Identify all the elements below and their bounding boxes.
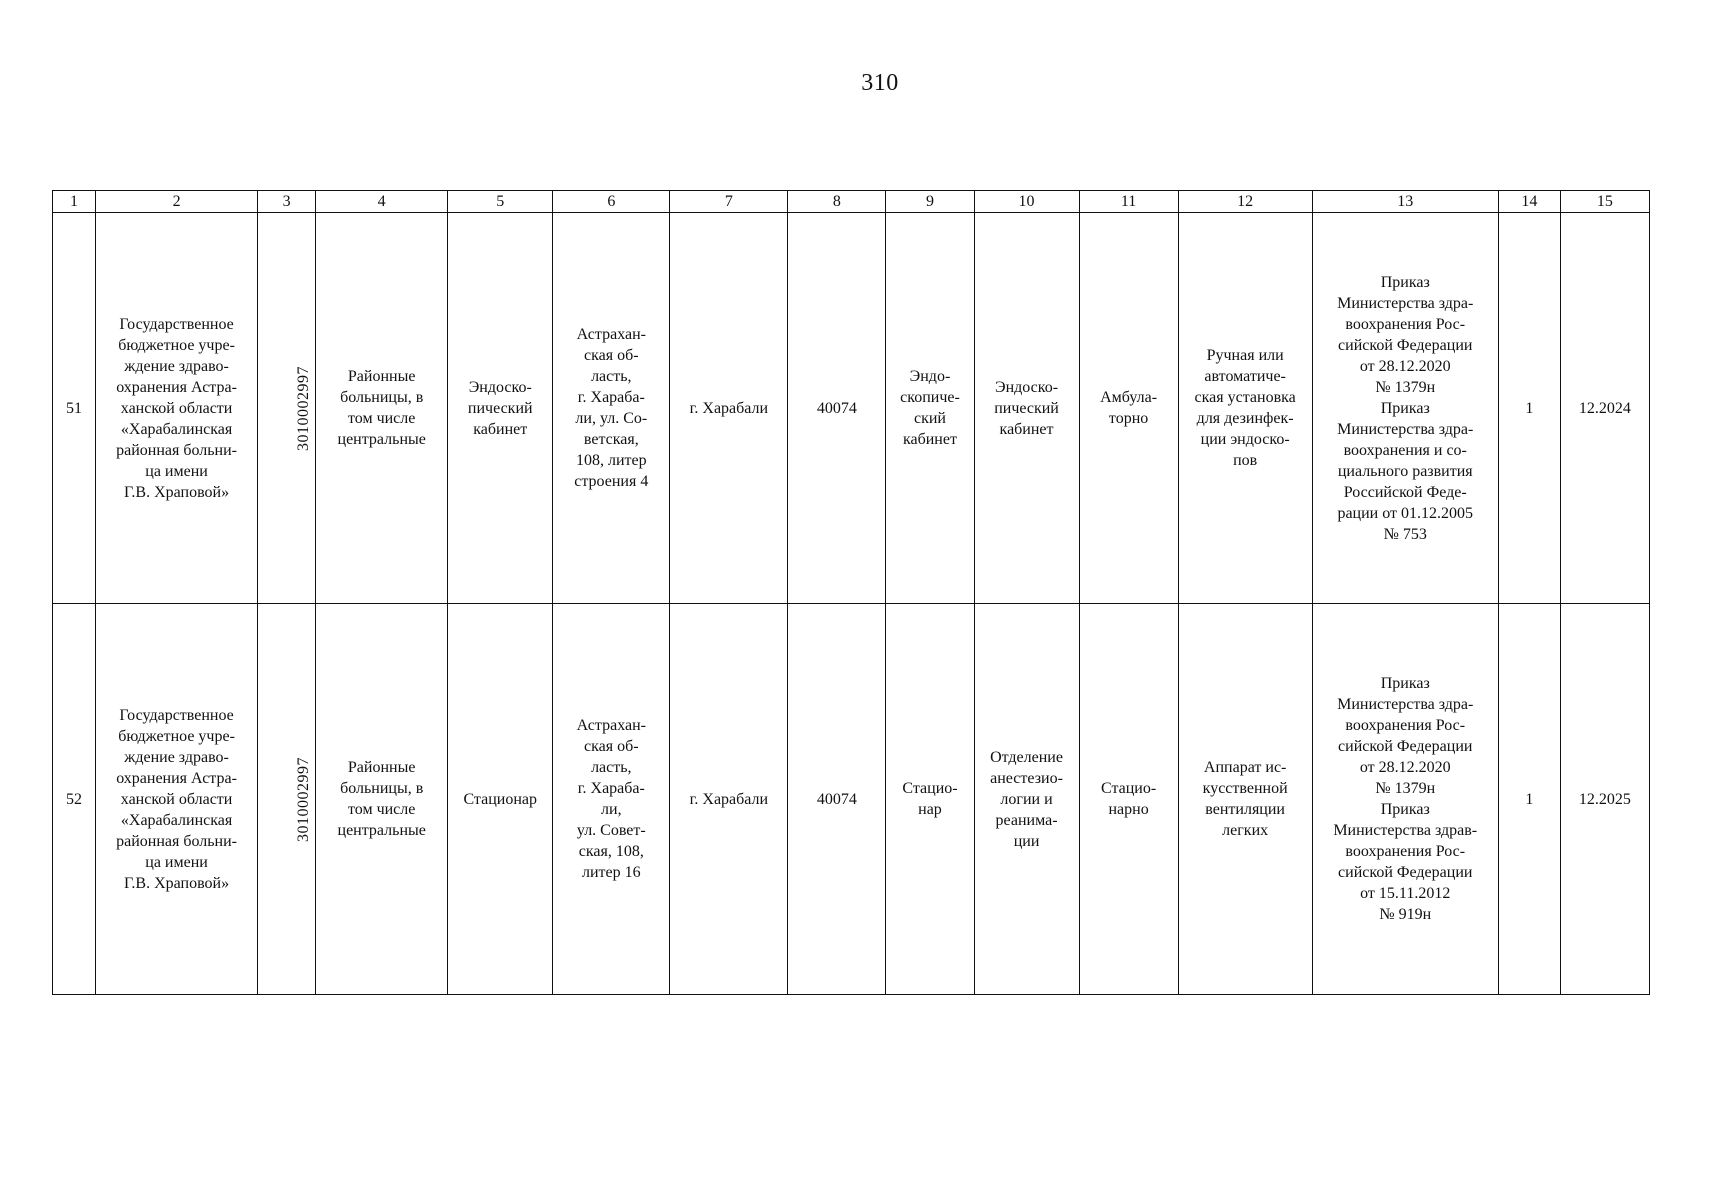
cell-line: ская установка: [1194, 389, 1296, 406]
cell-line: г. Харабали: [689, 790, 769, 808]
cell-line: скопиче-: [900, 389, 960, 406]
register-table: [52, 190, 1650, 995]
cell-line: для дезинфек-: [1196, 410, 1294, 427]
cell-line: Министерства здра-: [1337, 420, 1474, 438]
cell-line: вентиляции: [1205, 801, 1285, 818]
cell-line: ханской области: [120, 399, 233, 417]
cell-line: пический: [467, 399, 533, 417]
cell-line: ждение здраво-: [124, 748, 229, 766]
cell-line: ская об-: [584, 738, 639, 755]
column-number-9: 9: [886, 191, 974, 213]
cell-text: [1182, 757, 1309, 841]
cell-line: Министерства здрав-: [1333, 822, 1478, 839]
cell-line: «Харабалинская: [120, 420, 233, 438]
cell-line: 40074: [816, 399, 857, 417]
cell-line: № 1379н: [1375, 780, 1436, 797]
cell-text: [1502, 789, 1557, 810]
cell-line: пический: [994, 399, 1059, 417]
table-cell-col-12: [1178, 213, 1312, 604]
cell-text: [319, 366, 444, 450]
cell-line: центральные: [337, 822, 426, 839]
table-cell-col-9: [886, 213, 974, 604]
cell-text: [1564, 398, 1646, 419]
cell-line: Приказ: [1380, 675, 1430, 692]
table-cell-col-2: [96, 604, 258, 995]
column-number-14: 14: [1498, 191, 1560, 213]
cell-line: Ручная или: [1206, 347, 1284, 364]
cell-line: циального развития: [1337, 462, 1473, 480]
table-cell-col-6: [553, 604, 670, 995]
cell-line: 40074: [816, 790, 857, 808]
cell-line: от 28.12.2020: [1359, 759, 1451, 776]
cell-line: Стацио-: [902, 780, 958, 797]
cell-text: [1564, 789, 1646, 810]
cell-text: [56, 398, 92, 419]
cell-text: [889, 366, 970, 450]
cell-text: [978, 377, 1076, 440]
cell-line: 12.2024: [1578, 399, 1631, 417]
cell-line: Приказ: [1380, 273, 1430, 291]
cell-text: [556, 715, 666, 883]
cell-line: пов: [1233, 452, 1258, 469]
cell-line: ждение здраво-: [124, 357, 229, 375]
cell-line: том числе: [347, 801, 416, 818]
cell-line: районная больни-: [116, 832, 238, 850]
cell-line: 108, литер: [575, 452, 647, 469]
table-body: [53, 191, 1650, 995]
cell-line: Министерства здра-: [1337, 294, 1474, 312]
cell-text: [889, 778, 970, 820]
cell-line: нар: [918, 801, 942, 818]
table-cell-col-15: [1560, 213, 1649, 604]
cell-line: легких: [1222, 822, 1269, 839]
cell-text: [1316, 673, 1495, 925]
cell-line: торно: [1108, 410, 1149, 427]
table-cell-col-8: [788, 213, 886, 604]
cell-line: ции: [1013, 832, 1040, 850]
table-cell-col-1: [53, 213, 96, 604]
cell-line: ская, 108,: [578, 843, 644, 860]
cell-line: № 1379н: [1375, 378, 1436, 396]
cell-line: Районные: [347, 368, 416, 385]
cell-line: Эндоско-: [468, 378, 532, 396]
cell-line: нарно: [1108, 801, 1149, 818]
table-cell-col-5: [448, 213, 553, 604]
column-number-10: 10: [974, 191, 1079, 213]
table-cell-col-6: [553, 213, 670, 604]
cell-line: ласть,: [591, 759, 632, 776]
cell-line: воохранения и со-: [1343, 441, 1467, 459]
cell-line: автоматиче-: [1204, 368, 1286, 385]
cell-line: ханской области: [120, 790, 233, 808]
cell-line: сийской Федерации: [1338, 738, 1473, 755]
cell-text: [978, 747, 1076, 852]
cell-line: ский: [913, 410, 946, 427]
column-number-6: 6: [553, 191, 670, 213]
cell-line: г. Хараба-: [577, 780, 645, 797]
table-cell-col-13: [1312, 604, 1498, 995]
column-number-2: 2: [96, 191, 258, 213]
table-cell-col-13: [1312, 213, 1498, 604]
column-number-13: 13: [1312, 191, 1498, 213]
cell-line: от 28.12.2020: [1359, 357, 1451, 375]
cell-line: Отделение: [990, 748, 1063, 766]
cell-line: «Харабалинская: [120, 811, 233, 829]
cell-text: [1502, 398, 1557, 419]
cell-line: ул. Совет-: [576, 822, 646, 839]
cell-text: [1083, 387, 1175, 429]
column-number-row: [53, 191, 1650, 213]
cell-line: ли, ул. Со-: [575, 410, 648, 427]
column-number-5: 5: [448, 191, 553, 213]
cell-line: литер 16: [581, 864, 641, 881]
cell-line: Астрахан-: [576, 717, 646, 734]
column-number-1: 1: [53, 191, 96, 213]
table-cell-col-5: [448, 604, 553, 995]
cell-text: [673, 789, 784, 810]
cell-line: кабинет: [999, 420, 1054, 438]
cell-line: 1: [1525, 790, 1534, 808]
cell-line: Астрахан-: [576, 326, 646, 343]
table-cell-col-11: [1079, 213, 1178, 604]
cell-text: [1316, 272, 1495, 545]
cell-line: 52: [66, 790, 82, 808]
table-cell-col-7: [670, 604, 788, 995]
cell-line: Приказ: [1380, 399, 1430, 417]
cell-text: [556, 324, 666, 492]
table-cell-col-4: [316, 604, 448, 995]
cell-line: охранения Астра-: [116, 378, 237, 396]
cell-line: 12.2025: [1578, 790, 1631, 808]
cell-line: кабинет: [902, 431, 957, 448]
cell-text: [56, 789, 92, 810]
cell-line: ции эндоско-: [1200, 431, 1290, 448]
cell-line: логии и: [1000, 790, 1053, 808]
vertical-code-text: 3010002997: [295, 756, 313, 842]
cell-line: Аппарат ис-: [1203, 759, 1287, 776]
cell-text: [1182, 345, 1309, 471]
column-number-8: 8: [788, 191, 886, 213]
table-cell-col-3: [258, 604, 316, 995]
cell-line: больницы, в: [340, 389, 424, 406]
cell-line: воохранения Рос-: [1345, 843, 1466, 860]
cell-line: г. Хараба-: [577, 389, 645, 406]
column-number-7: 7: [670, 191, 788, 213]
column-number-12: 12: [1178, 191, 1312, 213]
cell-line: Государственное: [119, 315, 234, 333]
cell-line: бюджетное учре-: [118, 727, 235, 745]
table-row: [53, 213, 1650, 604]
cell-line: ли,: [601, 801, 622, 818]
cell-line: том числе: [347, 410, 416, 427]
cell-line: ская об-: [584, 347, 639, 364]
table-row: [53, 604, 1650, 995]
cell-line: 1: [1525, 399, 1534, 417]
cell-line: воохранения Рос-: [1345, 717, 1466, 734]
cell-text: [791, 789, 882, 810]
cell-line: Эндо-: [909, 368, 951, 385]
cell-line: Г.В. Храповой»: [123, 483, 230, 501]
vertical-code-text: 3010002997: [295, 365, 313, 451]
table-cell-col-12: [1178, 604, 1312, 995]
table-cell-col-1: [53, 604, 96, 995]
cell-line: бюджетное учре-: [118, 336, 235, 354]
cell-line: анестезио-: [990, 769, 1063, 787]
cell-line: Приказ: [1380, 801, 1430, 818]
table-cell-col-9: [886, 604, 974, 995]
column-number-11: 11: [1079, 191, 1178, 213]
cell-text: [319, 757, 444, 841]
cell-line: № 753: [1383, 525, 1427, 543]
cell-line: Г.В. Храповой»: [123, 874, 230, 892]
cell-line: строения 4: [574, 473, 649, 490]
cell-line: Районные: [347, 759, 416, 776]
cell-line: рации от 01.12.2005: [1337, 504, 1474, 522]
cell-line: № 919н: [1379, 906, 1432, 923]
cell-line: центральные: [337, 431, 426, 448]
cell-line: Стационар: [463, 790, 538, 808]
cell-line: ца имени: [145, 853, 208, 871]
cell-line: кусственной: [1202, 780, 1288, 797]
cell-line: районная больни-: [116, 441, 238, 459]
cell-line: Стацио-: [1100, 780, 1157, 797]
table-cell-col-15: [1560, 604, 1649, 995]
cell-line: 51: [66, 399, 82, 417]
table-cell-col-7: [670, 213, 788, 604]
column-number-15: 15: [1560, 191, 1649, 213]
cell-line: ца имени: [145, 462, 208, 480]
table-cell-col-4: [316, 213, 448, 604]
cell-line: Эндоско-: [995, 378, 1059, 396]
cell-line: Министерства здра-: [1337, 696, 1474, 713]
cell-line: г. Харабали: [689, 399, 769, 417]
table-cell-col-10: [974, 213, 1079, 604]
table-cell-col-2: [96, 213, 258, 604]
cell-line: Амбула-: [1100, 389, 1158, 406]
cell-text: [99, 314, 254, 503]
cell-line: сийской Федерации: [1338, 336, 1473, 354]
table-cell-col-14: [1498, 604, 1560, 995]
table-cell-col-10: [974, 604, 1079, 995]
cell-line: охранения Астра-: [116, 769, 237, 787]
cell-text: [1083, 778, 1175, 820]
column-number-4: 4: [316, 191, 448, 213]
cell-line: реанима-: [995, 811, 1058, 829]
table-cell-col-3: [258, 213, 316, 604]
cell-text: [99, 705, 254, 894]
cell-line: воохранения Рос-: [1345, 315, 1466, 333]
cell-line: Российской Феде-: [1343, 483, 1467, 501]
table-cell-col-8: [788, 604, 886, 995]
column-number-3: 3: [258, 191, 316, 213]
cell-text: [673, 398, 784, 419]
cell-line: сийской Федерации: [1338, 864, 1473, 881]
table-cell-col-14: [1498, 213, 1560, 604]
cell-text: [451, 377, 549, 440]
cell-line: от 15.11.2012: [1360, 885, 1451, 902]
cell-line: ласть,: [591, 368, 632, 385]
cell-line: кабинет: [473, 420, 528, 438]
table-cell-col-11: [1079, 604, 1178, 995]
page-number: 310: [861, 70, 899, 96]
cell-line: ветская,: [583, 431, 639, 448]
cell-line: Государственное: [119, 706, 234, 724]
cell-line: больницы, в: [340, 780, 424, 797]
cell-text: [451, 789, 549, 810]
cell-text: [791, 398, 882, 419]
